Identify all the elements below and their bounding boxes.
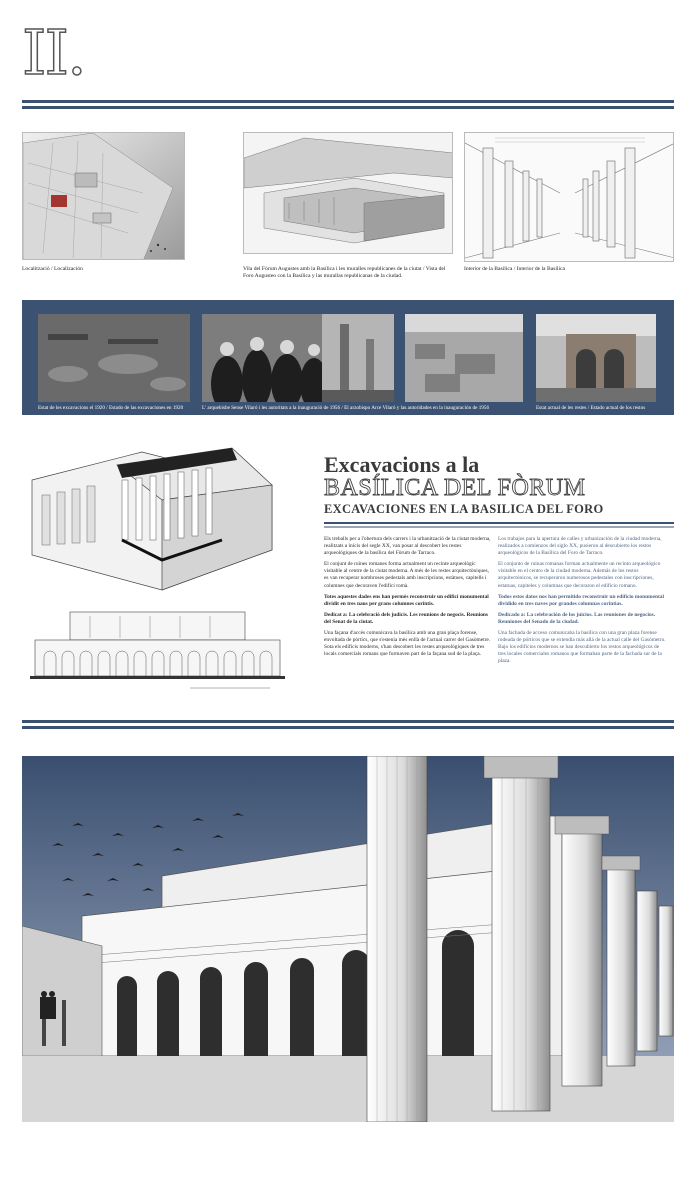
heading-line-3: EXCAVACIONES EN LA BASILICA DEL FORO [324, 502, 604, 516]
middle-rule-2 [22, 726, 674, 729]
historic-photos-band [22, 300, 674, 415]
excavation-1920-photo [38, 314, 190, 402]
es-paragraph-4: Dedicado a: La celebración de los juicios. Las reuniones de negocios. Reuniones del Senado de la ciudad. [498, 611, 656, 625]
basilica-interior-image [464, 132, 674, 262]
ruins-photo [405, 314, 523, 402]
basilica-elevation-drawing [30, 602, 285, 690]
body-catalan-column [324, 536, 494, 662]
es-paragraph-5: Una fachada de acceso comunicaba la basílica con una gran plaza forense rodeada de pórticos que se extendía más allá de la actual calle del Gasómetro. Bajo los edificios modernos se han descubierto los restos arqueológicos de tres locales comerciales romanos que formaban parte de la fachada sur de la plaza. [498, 630, 666, 665]
caption-basilica-interior: Interior de la Basílica / Interior de la Basílica [464, 266, 565, 272]
ca-paragraph-2: El conjunt de ruïnes romanes forma actualment un recinte arqueològic visitable al centre de la ciutat moderna. A més de les restes arquitectòniques, es van recuperar nombroses pedestals amb inscripcions, estàtues, capitells i columnes que decoraven l'edifici romà. [324, 561, 489, 589]
caption-forum-view: Vila del Fòrum Augustes amb la Basílica i les muralles republicanes de la ciutat / Vista del Foro Augusteo con la Basílica y las murallas republicanas de la ciudad. [243, 266, 446, 279]
ca-paragraph-3: Totes aquestes dades ens han permès reconstruir un edifici monumental dividit en tres naus per grans columnes corintis. [324, 593, 489, 607]
es-paragraph-3: Todos estos datos nos han permitido reconstruir un edificio monumental dividido en tres naves por grandes columnas corintias. [498, 593, 664, 607]
es-paragraph-1: Los trabajos para la apertura de calles y urbanización de la ciudad moderna, realizados a comienzos del siglo XX, pusieron al descubierto los restos arqueológicos de la Basílica del Foro de Tarraco. [498, 536, 662, 557]
caption-current-remains: Estat actual de les restes / Estado actual de los restos [536, 405, 646, 411]
chapter-numeral: II. [22, 16, 85, 89]
es-paragraph-2: El conjunto de ruinas romanas forman actualmente un recinto arqueológico visitable en el centro de la ciudad moderna. Además de los restos arquitectónicos, se recuperaron numerosos pedestales con inscripciones, estatuas, capiteles y columnas que decoraron el edificio romano. [498, 561, 661, 589]
caption-inauguration-1956: L' arquebisbe Sense Vilaró i les autoritats a la inauguració de 1956 / El arzobispo Arce Vilaró y las autoridades en la inauguración de 1956 [202, 405, 490, 411]
ca-paragraph-5: Una façana d'accés comunicava la basílica amb una gran plaça forense, envoltada de pòrtics, que s'estenia més enllà de l'actual carrer del Gasòmetre. Sota els edificis moderns, s'han descobert les restes arqueològiques de tres locals comercials romans que formaven part de la façana sud de la plaça. [324, 630, 491, 658]
heading-line-2: BASÍLICA DEL FÒRUM [324, 475, 586, 501]
columns-photo [322, 314, 394, 402]
caption-excavation-1920: Estat de les excavacions el 1920 / Estado de las excavaciones en 1920 [38, 405, 184, 411]
location-map-image [22, 132, 185, 260]
basilica-axonometric-drawing [22, 440, 287, 600]
body-spanish-column [498, 536, 668, 670]
basilica-reconstruction-render [22, 756, 674, 1122]
inauguration-1956-photo [202, 314, 332, 402]
top-rule-2 [22, 106, 674, 109]
heading-rule-2 [324, 526, 674, 528]
heading-line-1: Excavacions a la [324, 452, 480, 477]
current-remains-photo [536, 314, 656, 402]
middle-rule-1 [22, 720, 674, 723]
caption-location: Localització / Localización [22, 266, 83, 272]
heading-rule-1 [324, 522, 674, 524]
ca-paragraph-1: Els treballs per a l'obertura dels carrers i la urbanització de la ciutat moderna, realitzats a inicis del segle XX, van posar al descobert les restes arqueològiques de la basílica del Fòrum de Tarraco. [324, 536, 491, 557]
forum-view-image [243, 132, 453, 254]
ca-paragraph-4: Dedicat a: La celebració dels judicis. Les reunions de negocis. Reunions del Senat de la ciutat. [324, 611, 489, 625]
top-rule-1 [22, 100, 674, 103]
